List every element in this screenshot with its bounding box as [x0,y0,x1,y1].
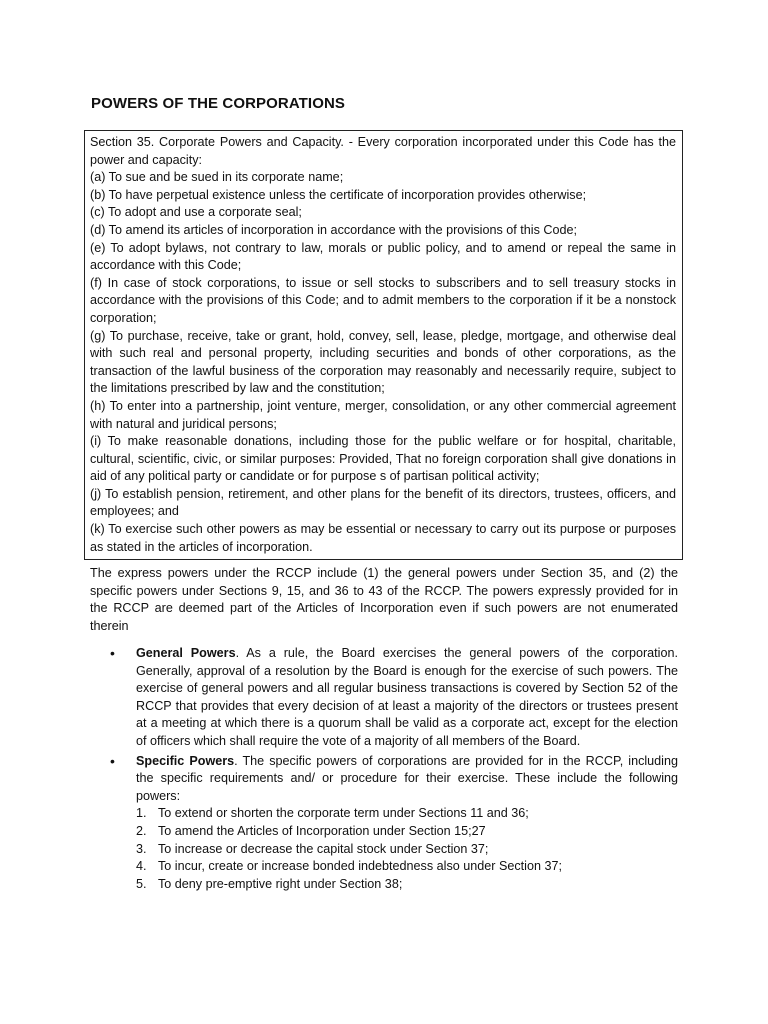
list-number: 5. [136,876,147,891]
list-number: 3. [136,841,147,856]
box-line: (e) To adopt bylaws, not contrary to law, morals or public policy, and to amend or repeal the same in accordance with this Code; [90,240,676,273]
powers-bullet-list [90,645,678,895]
express-powers-paragraph: The express powers under the RCCP include (1) the general powers under Section 35, and (2) the specific powers under Sections 9, 15, and 36 to 43 of the RCCP. The powers expressly provided for in the RCCP are deemed part of the Articles of Incorporation even if such powers are not enumerated therein [90,566,678,633]
box-line: Section 35. Corporate Powers and Capacity. - Every corporation incorporated under this Code has the power and capacity: [90,135,676,167]
box-line: (c) To adopt and use a corporate seal; [90,205,302,220]
bullet-icon: • [110,752,115,769]
box-line: (k) To exercise such other powers as may be essential or necessary to carry out its purpose or purposes as stated in the articles of incorporation. [90,522,676,554]
bullet-term: General Powers [136,646,236,660]
box-line: (g) To purchase, receive, take or grant, hold, convey, sell, lease, pledge, mortgage, and otherwise deal with such real and personal property, including securities and bonds of other corporations, as the transaction of the lawful business of the corporation may reasonably and necessarily require, subject to the limitations prescribed by law and the constitution; [90,328,676,396]
page-title: POWERS OF THE CORPORATIONS [91,95,345,112]
box-line: (d) To amend its articles of incorporation in accordance with the provisions of this Code; [90,222,577,237]
bullet-icon: • [110,645,115,661]
bullet-text: . As a rule, the Board exercises the general powers of the corporation. Generally, approval of a resolution by the Board is enough for the exercise of such powers. The exercise of general powers and all regular business transactions is covered by Section 52 of the RCCP that provides that every decision of at least a majority of the directors or trustees present at a meeting at which there is a quorum shall be valid as a corporate act, except for the election of officers which shall require the vote of a majority of all members of the Board. [136,646,678,748]
list-number: 1. [136,806,147,821]
list-number: 4. [136,859,147,874]
section-35-box [84,130,683,560]
list-item [136,841,678,859]
box-line: (j) To establish pension, retirement, and other plans for the benefit of its directors, trustees, officers, and employees; and [90,486,676,519]
specific-powers-list [136,805,678,893]
list-text: To deny pre-emptive right under Section 38; [158,876,403,891]
box-line: (i) To make reasonable donations, including those for the public welfare or for hospital, charitable, cultural, scientific, civic, or similar purposes: Provided, That no foreign corporation shall give donations in aid of any political party or candidate or for purpose s of partisan political activity; [90,434,676,484]
list-number: 2. [136,823,147,838]
box-line: (h) To enter into a partnership, joint venture, merger, consolidation, or any other commercial agreement with natural and juridical persons; [90,398,676,431]
box-line: (a) To sue and be sued in its corporate name; [90,170,344,185]
bullet-general-powers [90,645,678,751]
bullet-term: Specific Powers [136,753,235,768]
list-item [136,823,678,841]
list-item [136,876,678,894]
box-line: (f) In case of stock corporations, to issue or sell stocks to subscribers and to sell treasury stocks in accordance with the provisions of this Code; and to admit members to the corporation if it be a nonstock corporation; [90,275,676,325]
list-item [136,805,678,823]
list-item [136,858,678,876]
bullet-specific-powers [90,753,678,894]
bullet-text: . The specific powers of corporations are provided for in the RCCP, including the specific requirements and/ or procedure for their exercise. These include the following powers: [136,753,678,803]
list-text: To increase or decrease the capital stock under Section 37; [158,841,489,856]
list-text: To extend or shorten the corporate term under Sections 11 and 36; [158,806,529,821]
list-text: To amend the Articles of Incorporation under Section 15;27 [158,823,486,838]
list-text: To incur, create or increase bonded indebtedness also under Section 37; [158,859,562,874]
box-line: (b) To have perpetual existence unless the certificate of incorporation provides otherwise; [90,187,587,202]
